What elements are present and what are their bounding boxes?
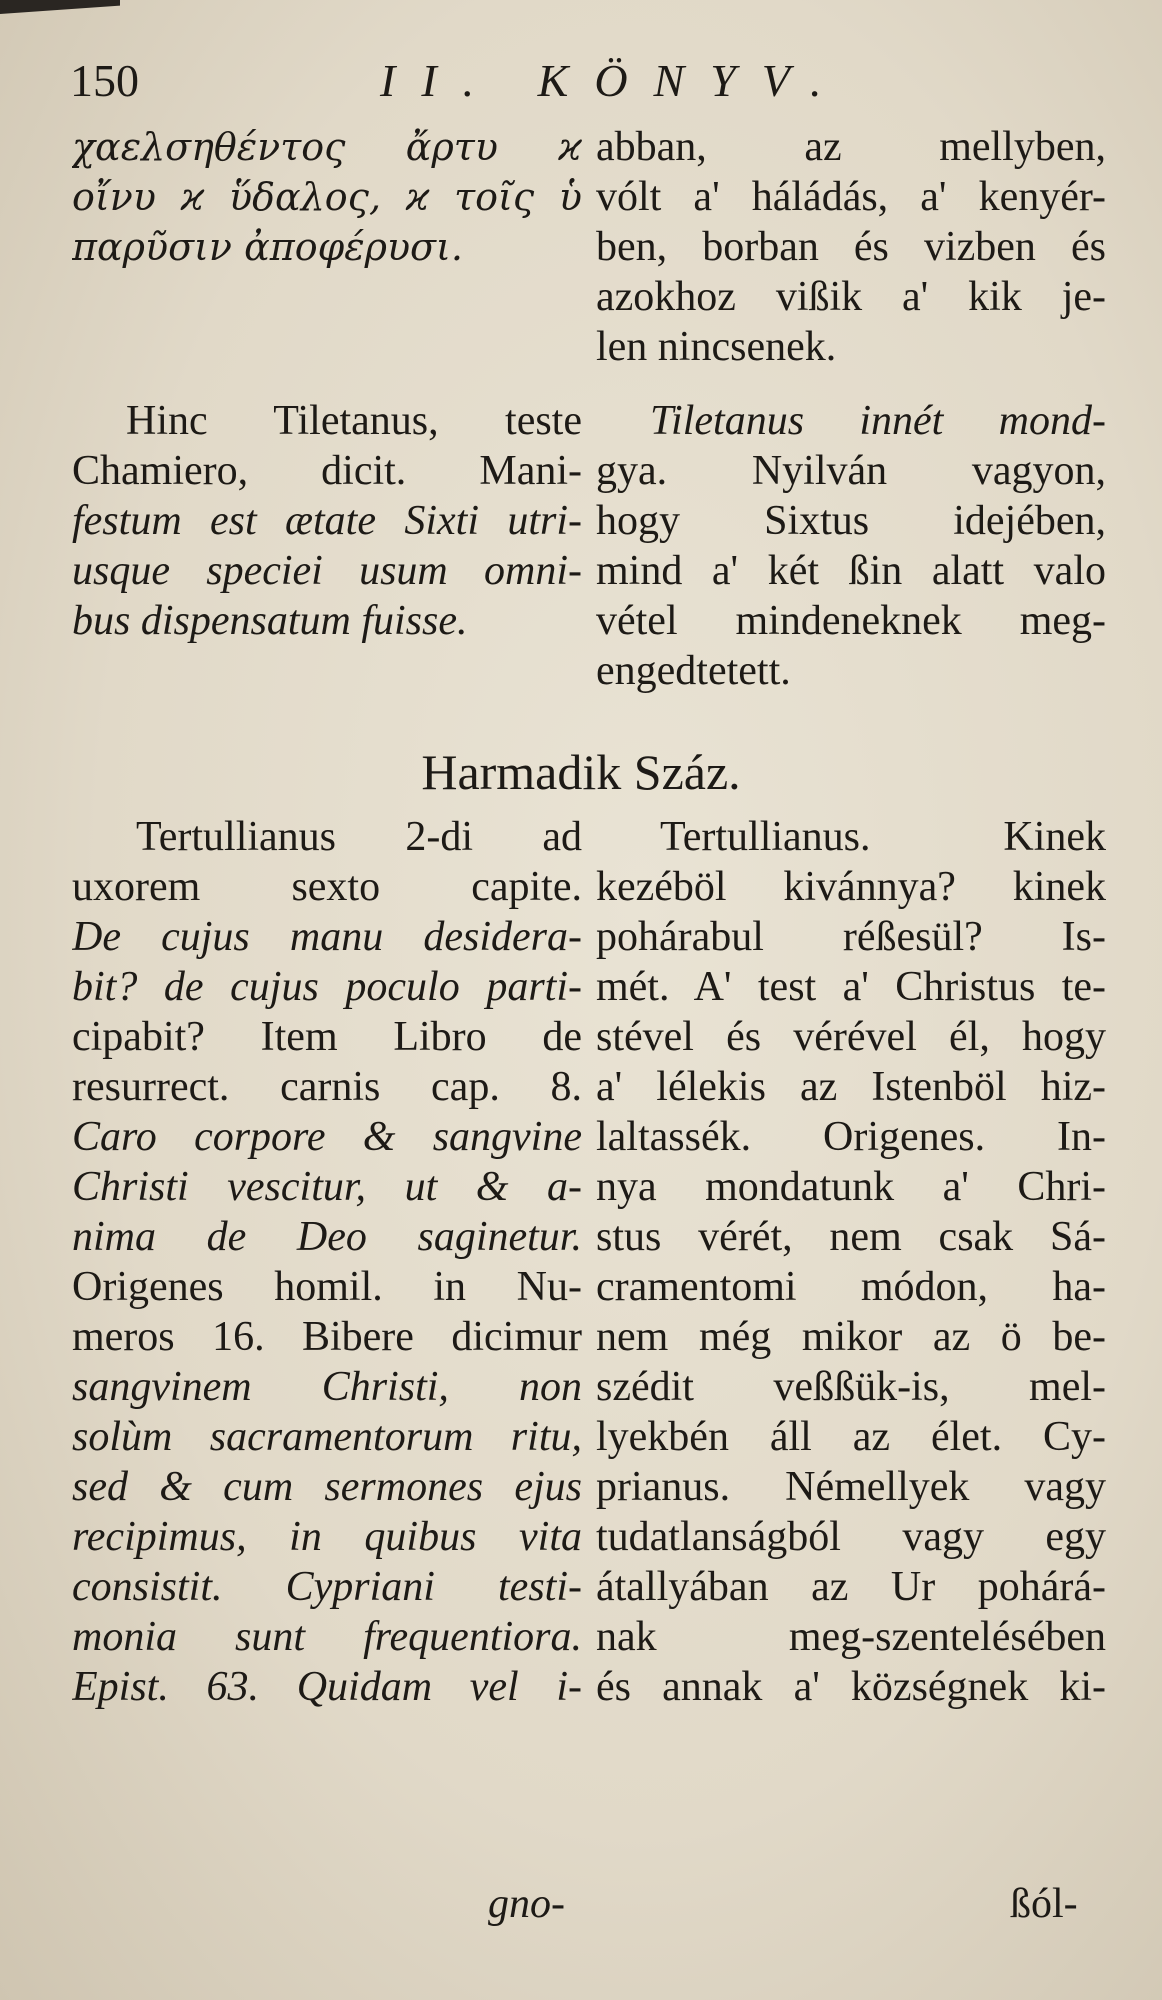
- text-line: szédit veßßük-is, mel-: [596, 1364, 1106, 1410]
- text-line: ben, borban és vizben és: [596, 224, 1106, 270]
- text-line: sed & cum sermones ejus: [72, 1464, 582, 1510]
- corner-ink-mark: [0, 0, 120, 14]
- text-line: festum est ætate Sixti utri-: [72, 498, 582, 544]
- text-line: nem még mikor az ö be-: [596, 1314, 1106, 1360]
- catchword-right: ßól-: [1010, 1881, 1078, 1927]
- text-line: cipabit? Item Libro de: [72, 1014, 582, 1060]
- text-line: nima de Deo saginetur.: [72, 1214, 582, 1260]
- text-line: uxorem sexto capite.: [72, 864, 582, 910]
- text-line: recipimus, in quibus vita: [72, 1514, 582, 1560]
- section-heading: Harmadik Száz.: [421, 744, 741, 800]
- text-line: Tertullianus. Kinek: [660, 814, 1106, 860]
- text-line: χαελσηθέντος ἄρτυ ϰ: [72, 125, 582, 169]
- text-line: monia sunt frequentiora.: [72, 1614, 582, 1660]
- text-line: nak meg-szentelésében: [596, 1614, 1106, 1660]
- text-line: laltassék. Origenes. In-: [596, 1114, 1106, 1160]
- text-line: tudatlanságból vagy egy: [596, 1514, 1106, 1560]
- text-line: mét. A' test a' Christus te-: [596, 964, 1106, 1010]
- text-line: Epist. 63. Quidam vel i-: [72, 1664, 582, 1710]
- text-line: Hinc Tiletanus, teste: [126, 398, 582, 444]
- hungarian-translation-column: [596, 396, 1106, 696]
- text-line: stus vérét, nem csak Sá-: [596, 1214, 1106, 1260]
- text-line: engedtetett.: [596, 648, 791, 694]
- latin-text-column: [72, 396, 582, 646]
- greek-quote-column: [72, 122, 582, 272]
- text-line: len nincsenek.: [596, 324, 837, 370]
- text-line: nya mondatunk a' Chri-: [596, 1164, 1106, 1210]
- text-line: Chamiero, dicit. Mani-: [72, 448, 582, 494]
- text-line: vétel mindeneknek meg-: [596, 598, 1106, 644]
- text-line: kezéböl kivánnya? kinek: [596, 864, 1106, 910]
- text-line: παρῦσιν ἀποφέρυσι.: [72, 225, 463, 269]
- hungarian-translation-column: [596, 122, 1106, 372]
- text-line: pohárabul réßesül? Is-: [596, 914, 1106, 960]
- text-line: a' lélekis az Istenböl hiz-: [596, 1064, 1106, 1110]
- text-line: Tertullianus 2-di ad: [136, 814, 582, 860]
- text-line: resurrect. carnis cap. 8.: [72, 1064, 582, 1110]
- text-line: azokhoz vißik a' kik je-: [596, 274, 1106, 320]
- page-number: 150: [70, 55, 139, 106]
- text-line: abban, az mellyben,: [596, 124, 1106, 170]
- text-line: prianus. Némellyek vagy: [596, 1464, 1106, 1510]
- text-line: bus dispensatum fuisse.: [72, 598, 468, 644]
- hungarian-translation-column: [596, 812, 1106, 1712]
- text-line: és annak a' községnek ki-: [596, 1664, 1106, 1710]
- text-line: bit? de cujus poculo parti-: [72, 964, 582, 1010]
- text-line: sangvinem Christi, non: [72, 1364, 582, 1410]
- text-line: οἴνυ ϰ ὕδαλος, ϰ τοῖς ὑ: [72, 175, 582, 219]
- text-line: átallyában az Ur pohárá-: [596, 1564, 1106, 1610]
- running-title: II. KÖNYV.: [380, 55, 848, 106]
- text-line: Origenes homil. in Nu-: [72, 1264, 582, 1310]
- text-line: consistit. Cypriani testi-: [72, 1564, 582, 1610]
- text-line: cramentomi módon, ha-: [596, 1264, 1106, 1310]
- latin-text-column: [72, 812, 582, 1712]
- page-header: [70, 50, 1100, 114]
- text-line: Tiletanus innét mond-: [650, 398, 1106, 444]
- text-line: solùm sacramentorum ritu,: [72, 1414, 582, 1460]
- text-line: lyekbén áll az élet. Cy-: [596, 1414, 1106, 1460]
- text-line: meros 16. Bibere dicimur: [72, 1314, 582, 1360]
- text-line: usque speciei usum omni-: [72, 548, 582, 594]
- text-line: mind a' két ßin alatt valo: [596, 548, 1106, 594]
- catchword-left: gno-: [488, 1881, 565, 1927]
- text-line: vólt a' háládás, a' kenyér-: [596, 174, 1106, 220]
- text-line: hogy Sixtus idejében,: [596, 498, 1106, 544]
- text-line: De cujus manu desidera-: [72, 914, 582, 960]
- text-line: Caro corpore & sangvine: [72, 1114, 582, 1160]
- text-line: stével és vérével él, hogy: [596, 1014, 1106, 1060]
- text-line: gya. Nyilván vagyon,: [596, 448, 1106, 494]
- text-line: Christi vescitur, ut & a-: [72, 1164, 582, 1210]
